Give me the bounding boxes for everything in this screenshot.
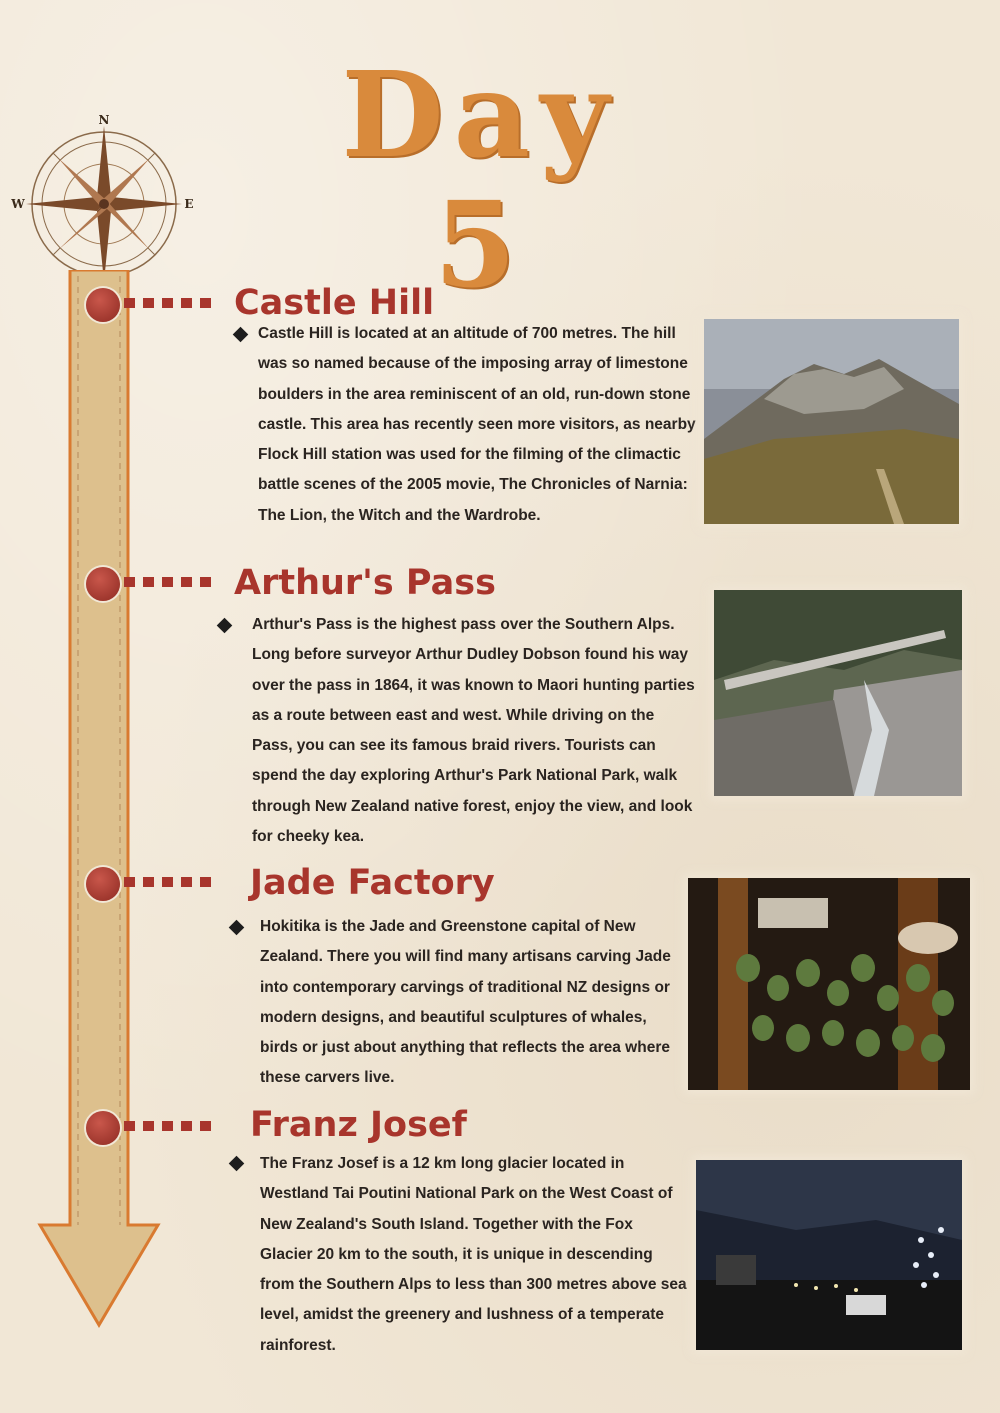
text-jade-factory: Hokitika is the Jade and Greenstone capital of New Zealand. There you will find many artisans carving Jade into contemporary carvings of traditional NZ designs or modern designs, and beautiful sculptures of whales, birds or just about anything that reflects the area where these carvers live. <box>260 918 671 1087</box>
timeline-connector-castle-hill <box>124 298 219 308</box>
heading-franz-josef: Franz Josef <box>250 1105 467 1145</box>
photo-franz-josef <box>696 1160 962 1350</box>
compass-east-label: E <box>184 197 194 211</box>
bullet-arthurs-pass <box>217 618 233 634</box>
photo-castle-hill <box>704 319 959 524</box>
text-castle-hill: Castle Hill is located at an altitude of 700 metres. The hill was so named because of the imposing array of limestone boulders in the area reminiscent of an old, run-down stone castle. This area has recently seen more visitors, as nearby Flock Hill station was used for the filming of the climactic battle scenes of the 2005 movie, The Chronicles of Narnia: The Lion, the Witch and the Wardrobe. <box>258 325 696 524</box>
heading-jade-factory: Jade Factory <box>250 863 495 903</box>
text-arthurs-pass: Arthur's Pass is the highest pass over the Southern Alps. Long before surveyor Arthur Dudley Dobson found his way over the pass in 1864, it was known to Maori hunting parties as a route between east and west. While driving on the Pass, you can see its famous braid rivers. Tourists can spend the day exploring Arthur's Park National Park, walk through New Zealand native forest, enjoy the view, and look for cheeky kea. <box>252 616 695 846</box>
page-title: Day 5 <box>341 45 619 314</box>
compass-west-label: W <box>11 197 25 211</box>
compass-north-label: N <box>98 113 110 127</box>
timeline-connector-arthurs-pass <box>124 577 219 587</box>
bullet-jade-factory <box>229 920 245 936</box>
bullet-castle-hill <box>233 327 249 343</box>
heading-arthurs-pass: Arthur's Pass <box>234 563 496 603</box>
timeline-connector-jade-factory <box>124 877 219 887</box>
heading-castle-hill: Castle Hill <box>234 283 435 323</box>
bullet-franz-josef <box>229 1156 245 1172</box>
compass-rose-icon <box>8 108 196 293</box>
photo-jade-factory <box>688 878 970 1090</box>
timeline-marker-arthurs-pass <box>86 567 120 601</box>
timeline-connector-franz-josef <box>124 1121 219 1131</box>
text-franz-josef: The Franz Josef is a 12 km long glacier located in Westland Tai Poutini National Park on the West Coast of New Zealand's South Island. Together with the Fox Glacier 20 km to the south, it is unique in descending from the Southern Alps to less than 300 metres above sea level, amidst the greenery and lushness of a temperate rainforest. <box>260 1155 687 1354</box>
timeline-arrow <box>36 270 166 1330</box>
timeline-marker-castle-hill <box>86 288 120 322</box>
timeline-marker-franz-josef <box>86 1111 120 1145</box>
timeline-marker-jade-factory <box>86 867 120 901</box>
photo-arthurs-pass <box>714 590 962 796</box>
